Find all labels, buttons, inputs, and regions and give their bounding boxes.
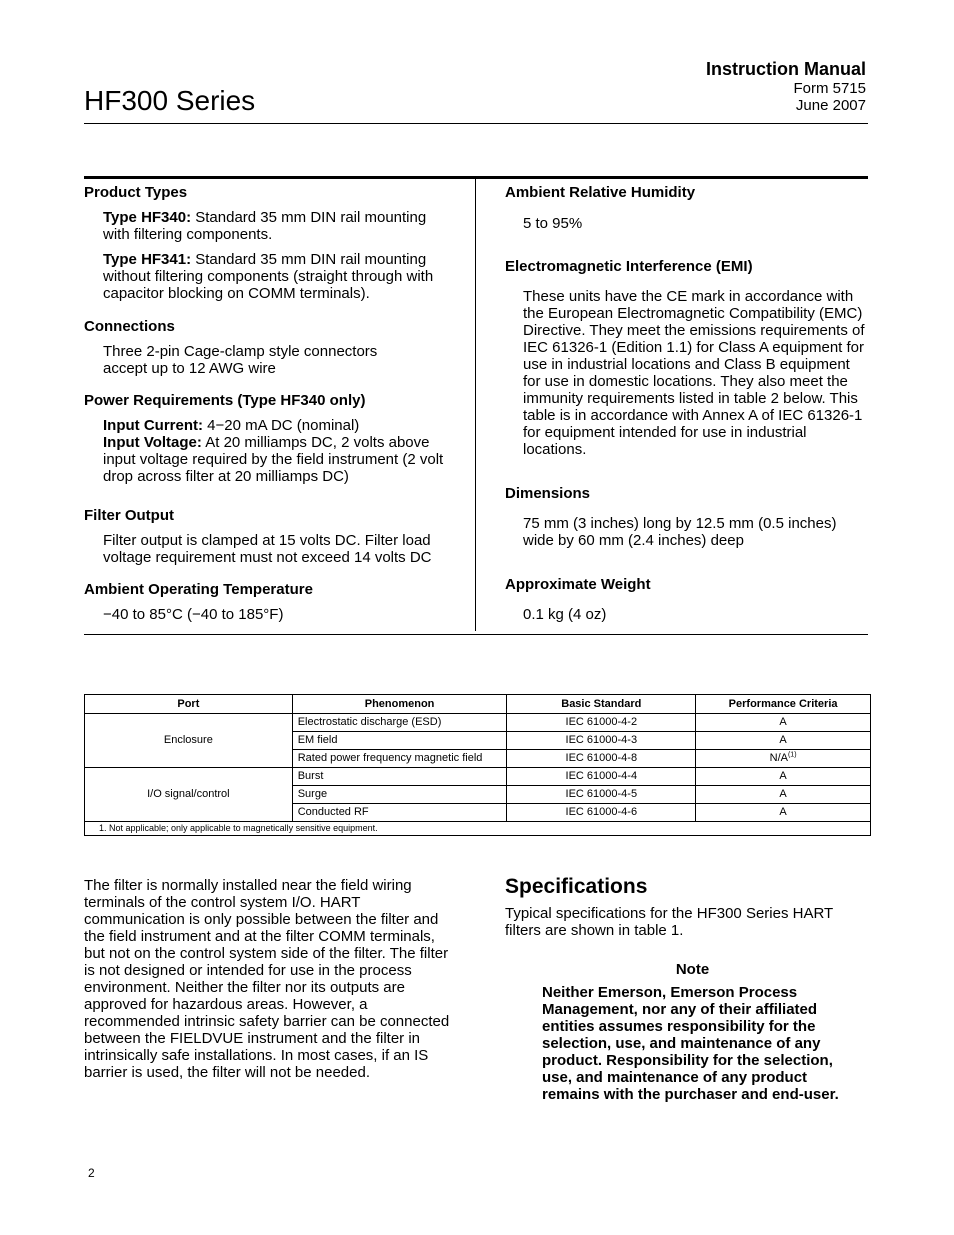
connections-text: Three 2-pin Cage-clamp style connectors accept up to 12 AWG wire [103,343,378,377]
standard-cell: IEC 61000-4-8 [507,750,696,768]
ambient-temperature-text: −40 to 85°C (−40 to 185°F) [103,606,284,623]
col-header-port: Port [85,695,293,714]
hf340-label: Type HF340: [103,209,192,226]
criteria-value: N/A [769,752,788,764]
specifications-intro: Typical specifications for the HF300 Series HART filters are shown in table 1. [505,905,833,939]
phenomenon-cell: EM field [292,732,507,750]
col-header-phenomenon: Phenomenon [292,695,507,714]
filter-output-heading: Filter Output [84,507,174,524]
standard-cell: IEC 61000-4-4 [507,768,696,786]
phenomenon-cell: Rated power frequency magnetic field [292,750,507,768]
standard-cell: IEC 61000-4-5 [507,786,696,804]
criteria-cell: A [696,786,871,804]
col-header-performance-criteria: Performance Criteria [696,695,871,714]
table-row [85,714,871,732]
table-header-row [85,695,871,714]
hf340-text: Standard 35 mm DIN rail mounting with filtering components. [103,209,427,243]
filter-output-text: Filter output is clamped at 15 volts DC. Filter load voltage requirement must not exceed 14 volts DC [103,532,432,566]
table-footnote: 1. Not applicable; only applicable to magnetically sensitive equipment. [85,822,871,836]
dimensions-heading: Dimensions [505,485,591,502]
standard-cell: IEC 61000-4-2 [507,714,696,732]
weight-heading: Approximate Weight [505,576,651,593]
standard-cell: IEC 61000-4-3 [507,732,696,750]
note-title: Note [675,961,710,978]
header-rule [84,123,868,124]
table-footnote-row [85,822,871,836]
ambient-temperature-heading: Ambient Operating Temperature [84,581,313,598]
product-type-hf341 [103,251,453,302]
manual-title: Instruction Manual [705,59,866,79]
phenomenon-cell: Surge [292,786,507,804]
connections-heading: Connections [84,318,175,335]
humidity-text: 5 to 95% [523,215,583,232]
header-info [706,59,866,114]
emi-heading: Electromagnetic Interference (EMI) [505,258,753,275]
emc-immunity-table [84,694,871,836]
product-type-hf340 [103,209,453,243]
phenomenon-cell: Conducted RF [292,804,507,822]
emi-text: These units have the CE mark in accordance with the European Electromagnetic Compatibility (EMC) Directive. They meet the emissions requirements of IEC 61326-1 (Edition 1.1) for Class A equipment for use in industrial locations and Class B equipment for use in domestic locations. They also meet the immunity requirements listed in table 2 below. This table is in accordance with Annex A of IEC 61326-1 for equipment intended for use in industrial locations. [523,288,865,458]
input-current-label: Input Current: [103,417,203,434]
criteria-cell: A [696,804,871,822]
input-voltage [103,434,455,485]
input-current-value: 4−20 mA DC (nominal) [202,417,360,434]
footnote-ref: (1) [787,751,797,759]
note-text: Neither Emerson, Emerson Process Management, nor any of their affiliated entities assumes responsibility for the selection, use, and maintenance of any product. Responsibility for the selection, use, and maintenance of any product remains with the purchaser and end-user. [542,984,839,1103]
weight-text: 0.1 kg (4 oz) [523,606,607,623]
hf341-text: Standard 35 mm DIN rail mounting without filtering components (straight through with capacitor blocking on COMM terminals). [103,251,434,302]
hf341-label: Type HF341: [103,251,192,268]
phenomenon-cell: Electrostatic discharge (ESD) [292,714,507,732]
standard-cell: IEC 61000-4-6 [507,804,696,822]
page-number: 2 [88,1166,95,1180]
criteria-cell: A [696,714,871,732]
port-cell: I/O signal/control [85,768,293,822]
input-voltage-value: At 20 milliamps DC, 2 volts above input voltage required by the field instrument (2 volt drop across filter at 20 milliamps DC) [103,434,444,485]
filter-installation-paragraph: The filter is normally installed near the field wiring terminals of the control system I/O. HART communication is only possible between the filter and the field instrument and at the filter COMM terminals, but not on the control system side of the filter. The filter is not designed or intended for use in the process environment. Neither the filter nor its outputs are approved for hazardous areas. However, a recommended intrinsic safety barrier can be connected between the FIELDVUE instrument and the filter in intrinsically safe installations. In most cases, if an IS barrier is used, the filter will not be needed. [84,877,450,1081]
criteria-cell [696,750,871,768]
specifications-heading: Specifications [505,875,648,898]
port-cell: Enclosure [85,714,293,768]
spec-column-divider [475,179,476,631]
humidity-heading: Ambient Relative Humidity [505,184,696,201]
product-types-heading: Product Types [84,184,188,201]
publication-date: June 2007 [795,97,866,114]
input-voltage-label: Input Voltage: [103,434,202,451]
criteria-cell: A [696,732,871,750]
input-current [103,417,455,434]
power-requirements-text [103,417,455,485]
col-header-basic-standard: Basic Standard [507,695,696,714]
series-title: HF300 Series [84,85,256,116]
phenomenon-cell: Burst [292,768,507,786]
form-number: Form 5715 [793,80,866,97]
table-row [85,768,871,786]
dimensions-text: 75 mm (3 inches) long by 12.5 mm (0.5 inches) wide by 60 mm (2.4 inches) deep [523,515,837,549]
criteria-cell: A [696,768,871,786]
power-requirements-heading: Power Requirements (Type HF340 only) [84,392,366,409]
